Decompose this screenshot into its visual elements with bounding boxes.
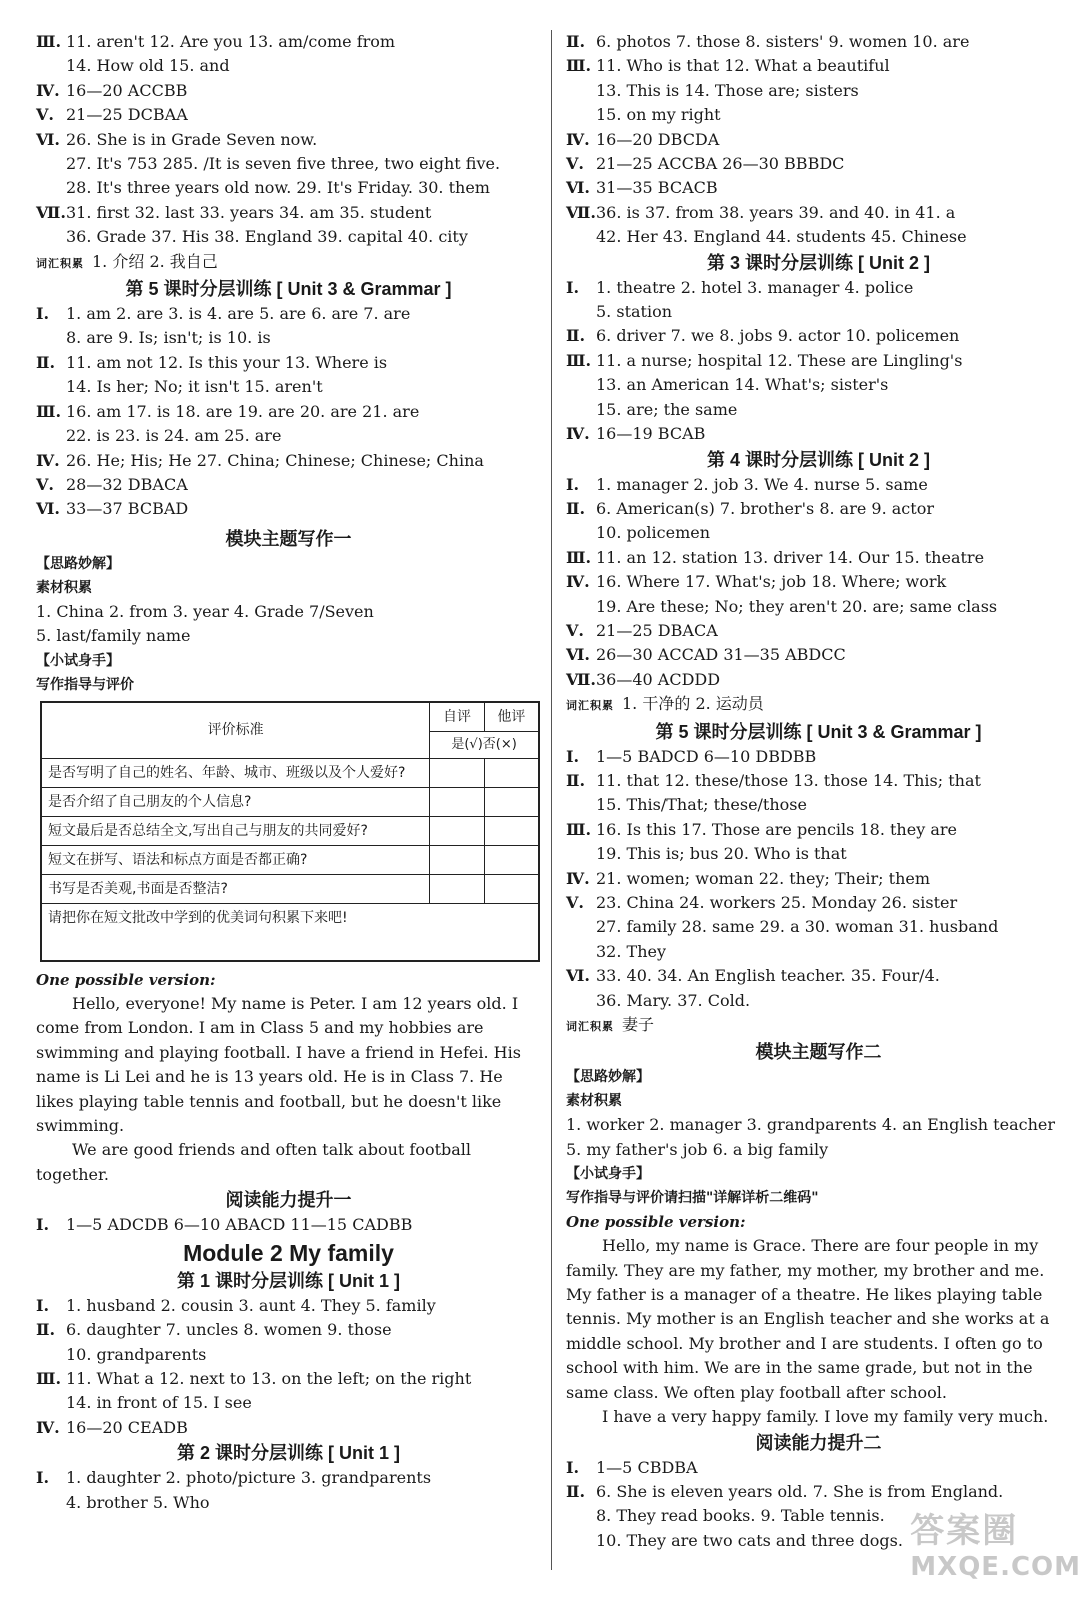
notes-cell[interactable]: 请把你在短文批改中学到的优美词句积累下来吧!	[41, 903, 539, 961]
answer-line	[566, 570, 1071, 594]
answer-text: 11. an 12. station 13. driver 14. Our 15. theatre	[596, 547, 985, 567]
roman-numeral-label: Ⅲ.	[36, 1368, 62, 1388]
answer-text: 6. American(s) 7. brother's 8. are 9. actor	[596, 498, 934, 518]
answer-line	[36, 1391, 541, 1415]
answer-text: 16—20 CEADB	[66, 1417, 188, 1437]
answer-line	[36, 201, 541, 225]
watermark-logo	[910, 1503, 1081, 1582]
answer-line	[566, 176, 1071, 200]
self-eval-header: 自评	[430, 702, 485, 732]
answer-line	[566, 964, 1071, 988]
answer-text: 1. am 2. are 3. is 4. are 5. are 6. are 7. are	[66, 304, 411, 324]
answer-text: 21. women; woman 22. they; Their; them	[596, 868, 931, 888]
answer-text: 1—5 ADCDB 6—10 ABACD 11—15 CADBB	[66, 1215, 413, 1235]
tag-label: 素材积累	[36, 579, 92, 596]
answer-line	[566, 324, 1071, 348]
answer-line	[566, 1480, 1071, 1504]
answer-group	[36, 1213, 541, 1237]
answer-line	[566, 842, 1071, 866]
roman-numeral-label: Ⅶ.	[36, 202, 66, 222]
answer-text: 36—40 ACDDD	[596, 669, 721, 689]
roman-numeral-label: Ⅳ.	[566, 868, 590, 888]
answer-line	[566, 276, 1071, 300]
answer-text: 16—20 DBCDA	[596, 129, 720, 149]
self-eval-cell[interactable]	[430, 816, 485, 845]
roman-numeral-label: Ⅰ.	[566, 1457, 580, 1477]
answer-group	[566, 473, 1071, 693]
roman-numeral-label: Ⅱ.	[566, 1481, 586, 1501]
answer-group	[36, 1466, 541, 1515]
essay-paragraph: Hello, everyone! My name is Peter. I am 12 years old. I come from London. I am in Class 5 and my hobbies are swimming and playing football. I have a friend in Hefei. His name is Li Lei and he is 13 years old. He is in Class 7. He likes playing table tennis and football, but he doesn't like swimming.	[36, 994, 521, 1136]
answer-text: 11. aren't 12. Are you 13. am/come from	[66, 32, 396, 51]
table-row	[41, 816, 539, 845]
answer-text: 16. Is this 17. Those are pencils 18. they are	[596, 819, 957, 839]
material-line: 5. last/family name	[36, 626, 191, 646]
roman-numeral-label: Ⅲ.	[36, 32, 62, 51]
answer-line	[566, 867, 1071, 891]
answer-line	[36, 54, 541, 78]
answer-line	[566, 398, 1071, 422]
answer-line	[36, 1318, 541, 1342]
vocab-text: 妻子	[622, 1015, 655, 1035]
roman-numeral-label: Ⅱ.	[566, 32, 586, 51]
roman-numeral-label: Ⅲ.	[566, 56, 592, 76]
answer-line	[566, 422, 1071, 446]
answer-line	[566, 473, 1071, 497]
answer-line	[566, 989, 1071, 1013]
vocab-tag: 词汇积累	[566, 1020, 614, 1034]
answer-line	[566, 940, 1071, 964]
roman-numeral-label: Ⅰ.	[36, 1468, 50, 1488]
material-line: 1. China 2. from 3. year 4. Grade 7/Seven	[36, 601, 374, 621]
vocab-line	[36, 250, 541, 276]
watermark-url: MXQE.COM	[910, 1552, 1081, 1582]
version-label: One possible version:	[36, 971, 216, 990]
tag-label: 素材积累	[566, 1093, 622, 1110]
answer-line	[566, 619, 1071, 643]
roman-numeral-label: Ⅶ.	[566, 202, 596, 222]
answer-text: 36. Grade 37. His 38. England 39. capital 40. city	[66, 227, 468, 247]
roman-numeral-label: Ⅲ.	[566, 547, 592, 567]
answer-line	[36, 128, 541, 152]
answer-line	[36, 1416, 541, 1440]
answer-text: 21—25 ACCBA 26—30 BBBDC	[596, 154, 845, 174]
roman-numeral-label: Ⅰ.	[566, 277, 580, 297]
roman-numeral-label: Ⅲ.	[566, 350, 592, 370]
answer-line	[36, 1367, 541, 1391]
peer-eval-cell[interactable]	[484, 845, 539, 874]
answer-text: 8. are 9. Is; isn't; is 10. is	[66, 328, 271, 348]
criteria-cell: 书写是否美观,书面是否整洁?	[41, 874, 430, 903]
answer-line	[36, 302, 541, 326]
answer-group	[36, 600, 541, 649]
roman-numeral-label: Ⅴ.	[36, 105, 54, 125]
answer-line	[36, 1343, 541, 1367]
table-row	[41, 845, 539, 874]
answer-text: 28—32 DBACA	[66, 474, 188, 494]
module-title: Module 2 My family	[183, 1239, 394, 1266]
answer-line	[566, 497, 1071, 521]
roman-numeral-label: Ⅳ.	[36, 1417, 60, 1437]
roman-numeral-label: Ⅵ.	[36, 129, 60, 149]
vocab-line	[566, 692, 1071, 718]
answer-line	[566, 30, 1071, 54]
table-row	[41, 787, 539, 816]
roman-numeral-label: Ⅴ.	[566, 620, 584, 640]
vocab-tag: 词汇积累	[36, 256, 84, 270]
answer-line	[566, 128, 1071, 152]
roman-numeral-label: Ⅶ.	[566, 669, 596, 689]
evaluation-table	[40, 701, 540, 963]
tag-label: 【小试身手】	[566, 1166, 650, 1183]
answer-line	[36, 176, 541, 200]
peer-eval-cell[interactable]	[484, 758, 539, 787]
answer-text: 22. is 23. is 24. am 25. are	[66, 426, 282, 446]
roman-numeral-label: Ⅴ.	[566, 154, 584, 174]
answer-line	[36, 424, 541, 448]
answer-text: 10. grandparents	[66, 1344, 207, 1364]
self-eval-cell[interactable]	[430, 758, 485, 787]
answer-line	[566, 225, 1071, 249]
peer-eval-cell[interactable]	[484, 816, 539, 845]
answer-text: 15. on my right	[596, 105, 721, 125]
roman-numeral-label: Ⅳ.	[566, 129, 590, 149]
answer-line	[36, 79, 541, 103]
roman-numeral-label: Ⅳ.	[36, 450, 60, 470]
answer-line	[36, 326, 541, 350]
answer-line	[36, 30, 541, 54]
answer-text: 11. a nurse; hospital 12. These are Lingling's	[596, 350, 963, 370]
answer-line	[566, 818, 1071, 842]
answer-text: 6. photos 7. those 8. sisters' 9. women 10. are	[596, 32, 970, 51]
answer-line	[566, 915, 1071, 939]
answer-line	[36, 152, 541, 176]
answer-text: 16—20 ACCBB	[66, 80, 188, 100]
answer-line	[566, 745, 1071, 769]
answer-group	[566, 745, 1071, 1013]
answer-line	[36, 1491, 541, 1515]
answer-text: 1. daughter 2. photo/picture 3. grandparents	[66, 1468, 432, 1488]
version-label: One possible version:	[566, 1213, 746, 1232]
peer-eval-cell[interactable]	[484, 787, 539, 816]
answer-line	[566, 373, 1071, 397]
answer-text: 5. station	[596, 302, 673, 322]
material-line: 5. my father's job 6. a big family	[566, 1139, 829, 1159]
answer-line	[36, 449, 541, 473]
section-title: 第 5 课时分层训练 [ Unit 3 & Grammar ]	[655, 721, 982, 742]
roman-numeral-label: Ⅳ.	[566, 572, 590, 592]
answer-line	[566, 521, 1071, 545]
answer-text: 1. theatre 2. hotel 3. manager 4. police	[596, 277, 914, 297]
answer-text: 36. Mary. 37. Cold.	[596, 990, 751, 1010]
roman-numeral-label: Ⅵ.	[566, 966, 590, 986]
answer-text: 23. China 24. workers 25. Monday 26. sister	[596, 893, 958, 912]
self-eval-cell[interactable]	[430, 787, 485, 816]
answer-line	[566, 643, 1071, 667]
answer-text: 32. They	[596, 941, 667, 961]
answer-line	[566, 201, 1071, 225]
roman-numeral-label: Ⅵ.	[566, 178, 590, 198]
answer-line	[36, 400, 541, 424]
section-title: 第 3 课时分层训练 [ Unit 2 ]	[706, 252, 930, 273]
answer-text: 6. She is eleven years old. 7. She is from England.	[596, 1481, 1004, 1501]
table-row	[41, 758, 539, 787]
peer-eval-cell[interactable]	[484, 874, 539, 903]
vocab-tag: 词汇积累	[566, 699, 614, 713]
answer-line	[36, 473, 541, 497]
answer-line	[36, 1294, 541, 1318]
answer-text: 21—25 DBACA	[596, 620, 718, 640]
answer-text: 33. 40. 34. An English teacher. 35. Four/4.	[596, 966, 940, 986]
criteria-cell: 短文在拼写、语法和标点方面是否都正确?	[41, 845, 430, 874]
answer-line	[566, 349, 1071, 373]
essay-paragraph: We are good friends and often talk about football together.	[36, 1140, 472, 1184]
roman-numeral-label: Ⅴ.	[566, 893, 584, 912]
answer-text: 33—37 BCBAD	[66, 499, 189, 519]
answer-text: 11. that 12. these/those 13. those 14. This; that	[596, 770, 981, 790]
answer-text: 21—25 DCBAA	[66, 105, 188, 125]
yes-no-header: 是(√)否(×)	[430, 731, 539, 758]
answer-text: 11. am not 12. Is this your 13. Where is	[66, 352, 388, 372]
answer-line	[36, 103, 541, 127]
answer-text: 8. They read books. 9. Table tennis.	[596, 1506, 885, 1526]
essay-paragraph: Hello, my name is Grace. There are four people in my family. They are my father, my mother, my brother and me. My father is a manager of a theatre. He likes playing table tennis. My mother is an English teacher and she works at a middle school. My brother and I are students. I often go to school with him. We are in the same grade, but not in the same class. We often play football after school.	[566, 1236, 1050, 1402]
roman-numeral-label: Ⅰ.	[566, 474, 580, 494]
section-title: 阅读能力提升二	[755, 1432, 882, 1453]
roman-numeral-label: Ⅳ.	[566, 424, 590, 444]
answer-text: 42. Her 43. England 44. students 45. Chinese	[596, 227, 967, 247]
answer-text: 19. This is; bus 20. Who is that	[596, 844, 847, 864]
answer-text: 31. first 32. last 33. years 34. am 35. student	[66, 202, 432, 222]
answer-group	[36, 1294, 541, 1440]
right-column	[566, 30, 1071, 1553]
section-title: 第 2 课时分层训练 [ Unit 1 ]	[176, 1443, 400, 1464]
answer-text: 27. family 28. same 29. a 30. woman 31. husband	[596, 917, 999, 937]
vocab-text: 1. 干净的 2. 运动员	[622, 694, 764, 714]
answer-text: 26—30 ACCAD 31—35 ABDCC	[596, 645, 846, 665]
answer-text: 26. She is in Grade Seven now.	[66, 129, 318, 149]
answer-text: 16. am 17. is 18. are 19. are 20. are 21. are	[66, 401, 420, 421]
answer-text: 16—19 BCAB	[596, 424, 706, 444]
answer-line	[36, 1213, 541, 1237]
answer-text: 1. husband 2. cousin 3. aunt 4. They 5. family	[66, 1295, 436, 1315]
answer-text: 1—5 CBDBA	[596, 1457, 698, 1477]
answer-group	[566, 276, 1071, 447]
section-title: 阅读能力提升一	[225, 1190, 352, 1211]
essay-paragraph: I have a very happy family. I love my family very much.	[602, 1407, 1049, 1427]
answer-line	[36, 1466, 541, 1490]
answer-text: 28. It's three years old now. 29. It's Friday. 30. them	[66, 178, 490, 198]
left-column	[36, 30, 541, 1515]
answer-line	[566, 1456, 1071, 1480]
answer-line	[566, 595, 1071, 619]
criteria-cell: 是否写明了自己的姓名、年龄、城市、班级以及个人爱好?	[41, 758, 430, 787]
answer-group	[566, 30, 1071, 250]
answer-text: 6. daughter 7. uncles 8. women 9. those	[66, 1320, 392, 1340]
answer-text: 11. Who is that 12. What a beautiful	[596, 56, 890, 76]
roman-numeral-label: Ⅰ.	[36, 304, 50, 324]
answer-group	[36, 30, 541, 250]
vocab-text: 1. 介绍 2. 我自己	[92, 251, 218, 271]
tag-label: 写作指导与评价请扫描"详解详析二维码"	[566, 1190, 819, 1207]
section-title: 第 1 课时分层训练 [ Unit 1 ]	[176, 1270, 400, 1291]
section-title: 模块主题写作一	[225, 528, 352, 549]
roman-numeral-label: Ⅴ.	[36, 474, 54, 494]
answer-group	[566, 1113, 1071, 1162]
answer-text: 6. driver 7. we 8. jobs 9. actor 10. policemen	[596, 326, 960, 346]
answer-text: 10. policemen	[596, 523, 711, 543]
answer-line	[36, 351, 541, 375]
answer-line	[566, 79, 1071, 103]
criteria-header: 评价标准	[41, 702, 430, 759]
roman-numeral-label: Ⅲ.	[36, 401, 62, 421]
roman-numeral-label: Ⅱ.	[566, 326, 586, 346]
answer-group	[36, 302, 541, 522]
answer-text: 10. They are two cats and three dogs.	[596, 1530, 903, 1550]
answer-text: 31—35 BCACB	[596, 178, 718, 198]
self-eval-cell[interactable]	[430, 874, 485, 903]
roman-numeral-label: Ⅰ.	[36, 1215, 50, 1235]
section-title: 模块主题写作二	[755, 1042, 882, 1063]
self-eval-cell[interactable]	[430, 845, 485, 874]
answer-line	[566, 54, 1071, 78]
roman-numeral-label: Ⅱ.	[566, 770, 586, 790]
answer-line	[36, 225, 541, 249]
criteria-cell: 短文最后是否总结全文,写出自己与朋友的共同爱好?	[41, 816, 430, 845]
tag-label: 【小试身手】	[36, 652, 120, 669]
answer-line	[566, 546, 1071, 570]
criteria-cell: 是否介绍了自己朋友的个人信息?	[41, 787, 430, 816]
tag-label: 写作指导与评价	[36, 676, 134, 693]
answer-text: 27. It's 753 285. /It is seven five three, two eight five.	[66, 154, 501, 174]
answer-text: 16. Where 17. What's; job 18. Where; work	[596, 572, 947, 592]
answer-line	[566, 668, 1071, 692]
answer-text: 1. manager 2. job 3. We 4. nurse 5. same	[596, 474, 928, 494]
answer-text: 15. This/That; these/those	[596, 795, 807, 815]
answer-text: 14. Is her; No; it isn't 15. aren't	[66, 377, 323, 397]
answer-line	[36, 375, 541, 399]
answer-line	[566, 891, 1071, 915]
answer-text: 36. is 37. from 38. years 39. and 40. in 41. a	[596, 202, 956, 222]
roman-numeral-label: Ⅰ.	[36, 1295, 50, 1315]
vocab-line	[566, 1013, 1071, 1039]
material-line: 1. worker 2. manager 3. grandparents 4. an English teacher	[566, 1115, 1055, 1135]
roman-numeral-label: Ⅲ.	[566, 819, 592, 839]
roman-numeral-label: Ⅵ.	[566, 645, 590, 665]
answer-line	[566, 793, 1071, 817]
roman-numeral-label: Ⅱ.	[566, 498, 586, 518]
answer-text: 14. in front of 15. I see	[66, 1393, 252, 1413]
answer-text: 13. This is 14. Those are; sisters	[596, 80, 859, 100]
column-divider	[551, 30, 552, 1570]
section-title: 第 4 课时分层训练 [ Unit 2 ]	[706, 449, 930, 470]
answer-text: 4. brother 5. Who	[66, 1492, 210, 1512]
peer-eval-header: 他评	[484, 702, 539, 732]
answer-line	[566, 103, 1071, 127]
answer-line	[36, 497, 541, 521]
answer-text: 13. an American 14. What's; sister's	[596, 375, 889, 395]
table-row	[41, 903, 539, 961]
answer-line	[566, 300, 1071, 324]
answer-text: 1—5 BADCD 6—10 DBDBB	[596, 746, 817, 766]
roman-numeral-label: Ⅵ.	[36, 499, 60, 519]
tag-label: 【思路妙解】	[36, 555, 120, 572]
answer-text: 26. He; His; He 27. China; Chinese; Chinese; China	[66, 450, 484, 470]
answer-text: 19. Are these; No; they aren't 20. are; same class	[596, 596, 998, 616]
answer-line	[566, 769, 1071, 793]
answer-text: 14. How old 15. and	[66, 56, 230, 76]
roman-numeral-label: Ⅱ.	[36, 352, 56, 372]
roman-numeral-label: Ⅱ.	[36, 1320, 56, 1340]
answer-text: 15. are; the same	[596, 399, 738, 419]
table-row	[41, 874, 539, 903]
watermark-text: 答案圈	[910, 1511, 1019, 1551]
roman-numeral-label: Ⅰ.	[566, 746, 580, 766]
answer-line	[566, 152, 1071, 176]
roman-numeral-label: Ⅳ.	[36, 80, 60, 100]
section-title: 第 5 课时分层训练 [ Unit 3 & Grammar ]	[125, 279, 452, 300]
answer-text: 11. What a 12. next to 13. on the left; on the right	[66, 1368, 472, 1388]
tag-label: 【思路妙解】	[566, 1069, 650, 1086]
